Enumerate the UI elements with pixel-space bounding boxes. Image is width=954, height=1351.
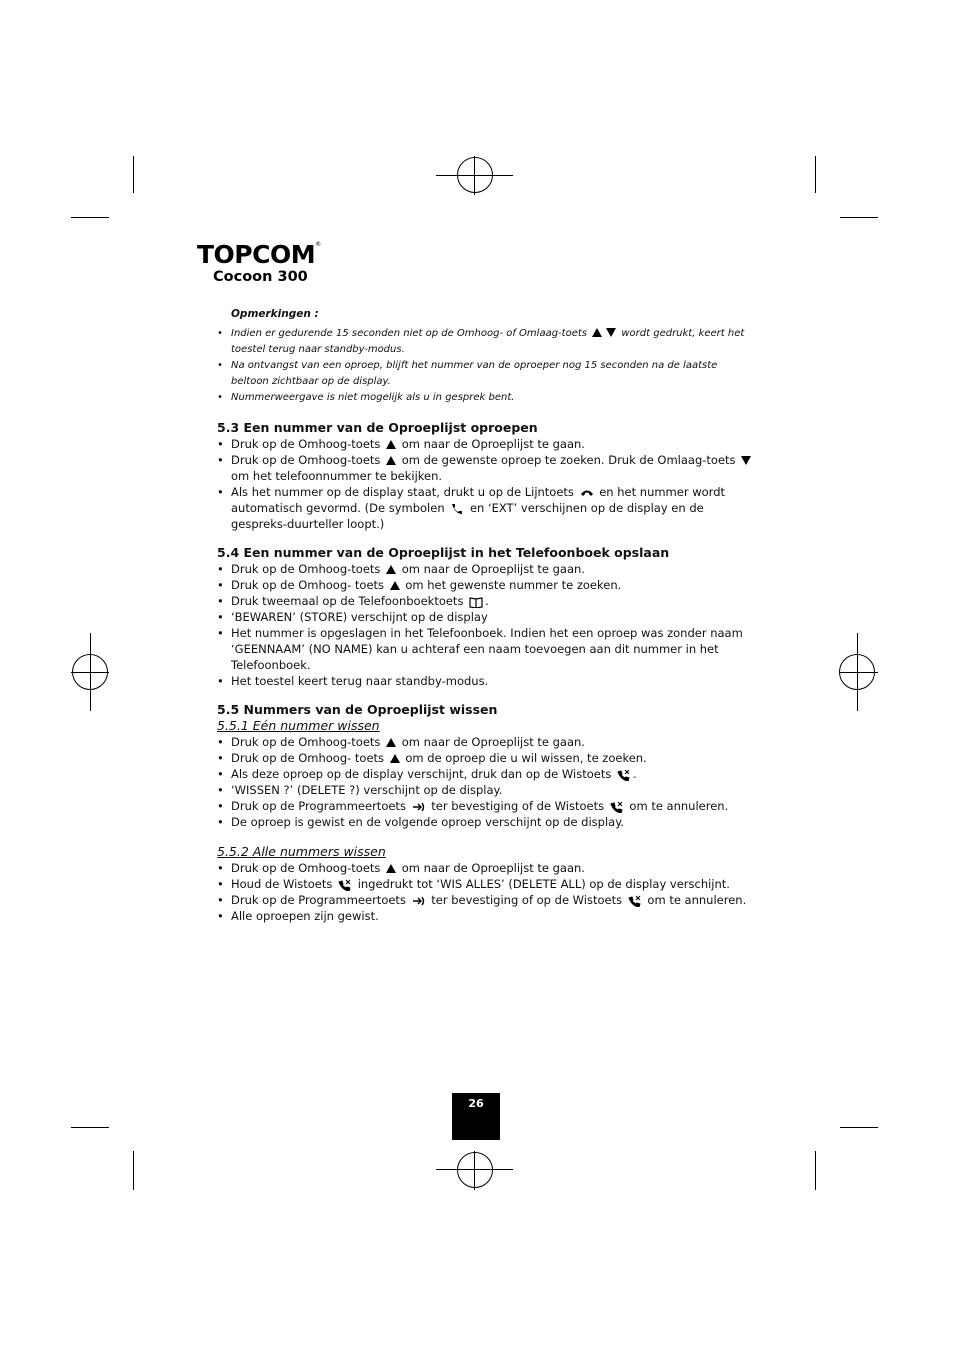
up-arrow-icon [386,565,396,574]
down-arrow-icon [741,456,751,465]
registration-mark [457,1152,493,1188]
down-arrow-icon [606,328,616,337]
list-item: • Druk op de Omhoog-toets om naar de Oproeplijst te gaan. [217,734,757,750]
list-item: • Druk op de Omhoog-toets om naar de Oproeplijst te gaan. [217,561,757,577]
list-item: • Als deze oproep op de display verschijnt, druk dan op de Wistoets . [217,766,757,782]
notes-heading: Opmerkingen : [231,308,319,320]
list-item: • Na ontvangst van een oproep, blijft het nummer van de oproeper nog 15 seconden na de laatste beltoon zichtbaar op de display. [217,358,757,390]
list-item: • Druk tweemaal op de Telefoonboektoets . [217,593,757,609]
line-key-icon [580,487,594,499]
delete-key-icon [610,801,624,813]
delete-key-icon [628,895,642,907]
list-item: • Druk op de Omhoog- toets om het gewenste nummer te zoeken. [217,577,757,593]
subsection-heading: 5.5.1 Eén nummer wissen [217,718,380,733]
up-arrow-icon [390,581,400,590]
brand-logo: TOPCOM® [197,240,321,269]
list-item: • ‘BEWAREN’ (STORE) verschijnt op de display [217,609,757,625]
list-item: • Houd de Wistoets ingedrukt tot ‘WIS ALLES’ (DELETE ALL) op de display verschijnt. [217,876,757,892]
list-item: • Druk op de Omhoog- toets om de oproep die u wil wissen, te zoeken. [217,750,757,766]
delete-key-icon [617,769,631,781]
phonebook-icon [469,596,483,608]
section-list [217,734,757,830]
page-number: 26 [452,1093,500,1140]
section-heading: 5.3 Een nummer van de Oproeplijst oproepen [217,420,538,435]
subsection-heading: 5.5.2 Alle nummers wissen [217,844,386,859]
crop-mark [133,156,134,193]
crop-mark [840,1127,878,1128]
model-name: Cocoon 300 [213,269,308,285]
crop-mark [815,1151,816,1190]
list-item: • Nummerweergave is niet mogelijk als u in gesprek bent. [217,390,757,406]
list-item: • Druk op de Programmeertoets ter bevestiging of op de Wistoets om te annuleren. [217,892,757,908]
up-arrow-icon [386,738,396,747]
up-arrow-icon [390,754,400,763]
crop-mark [815,156,816,193]
section-list [217,561,757,689]
crop-mark [133,1151,134,1190]
up-arrow-icon [386,440,396,449]
section-heading: 5.4 Een nummer van de Oproeplijst in het Telefoonboek opslaan [217,545,670,560]
list-item: • Indien er gedurende 15 seconden niet op de Omhoog- of Omlaag-toets wordt gedrukt, keert het toestel terug naar standby-modus. [217,326,757,358]
list-item: • Alle oproepen zijn gewist. [217,908,757,924]
list-item: • Het nummer is opgeslagen in het Telefoonboek. Indien het een oproep was zonder naam ‘GEENNAAM’ (NO NAME) kan u achteraf een naam toevoegen aan dit nummer in het Telefoonboek. [217,625,757,673]
list-item: • Druk op de Programmeertoets ter bevestiging of de Wistoets om te annuleren. [217,798,757,814]
list-item: • De oproep is gewist en de volgende oproep verschijnt op de display. [217,814,757,830]
list-item: • Druk op de Omhoog-toets om naar de Oproeplijst te gaan. [217,436,757,452]
list-item: • Als het nummer op de display staat, drukt u op de Lijntoets en het nummer wordt automatisch gevormd. (De symbolen en ‘EXT’ verschijnen op de display en de gespreks-duurteller loopt.) [217,484,757,532]
crop-mark [840,217,878,218]
up-arrow-icon [386,864,396,873]
crop-mark [71,1127,109,1128]
page-content [217,306,757,924]
crop-mark [71,217,109,218]
program-key-icon [412,895,426,907]
list-item: • Het toestel keert terug naar standby-modus. [217,673,757,689]
up-arrow-icon [386,456,396,465]
program-key-icon [412,801,426,813]
section-list [217,860,757,924]
section-heading: 5.5 Nummers van de Oproeplijst wissen [217,702,498,717]
list-item: • ‘WISSEN ?’ (DELETE ?) verschijnt op de display. [217,782,757,798]
registration-mark [457,157,493,193]
notes-list [217,326,757,406]
list-item: • Druk op de Omhoog-toets om de gewenste oproep te zoeken. Druk de Omlaag-toets om het telefoonnummer te bekijken. [217,452,757,484]
section-list [217,436,757,532]
up-arrow-icon [592,328,602,337]
delete-key-icon [338,879,352,891]
list-item: • Druk op de Omhoog-toets om naar de Oproeplijst te gaan. [217,860,757,876]
registration-mark [72,654,108,690]
registration-mark [839,654,875,690]
handset-icon [450,503,464,515]
